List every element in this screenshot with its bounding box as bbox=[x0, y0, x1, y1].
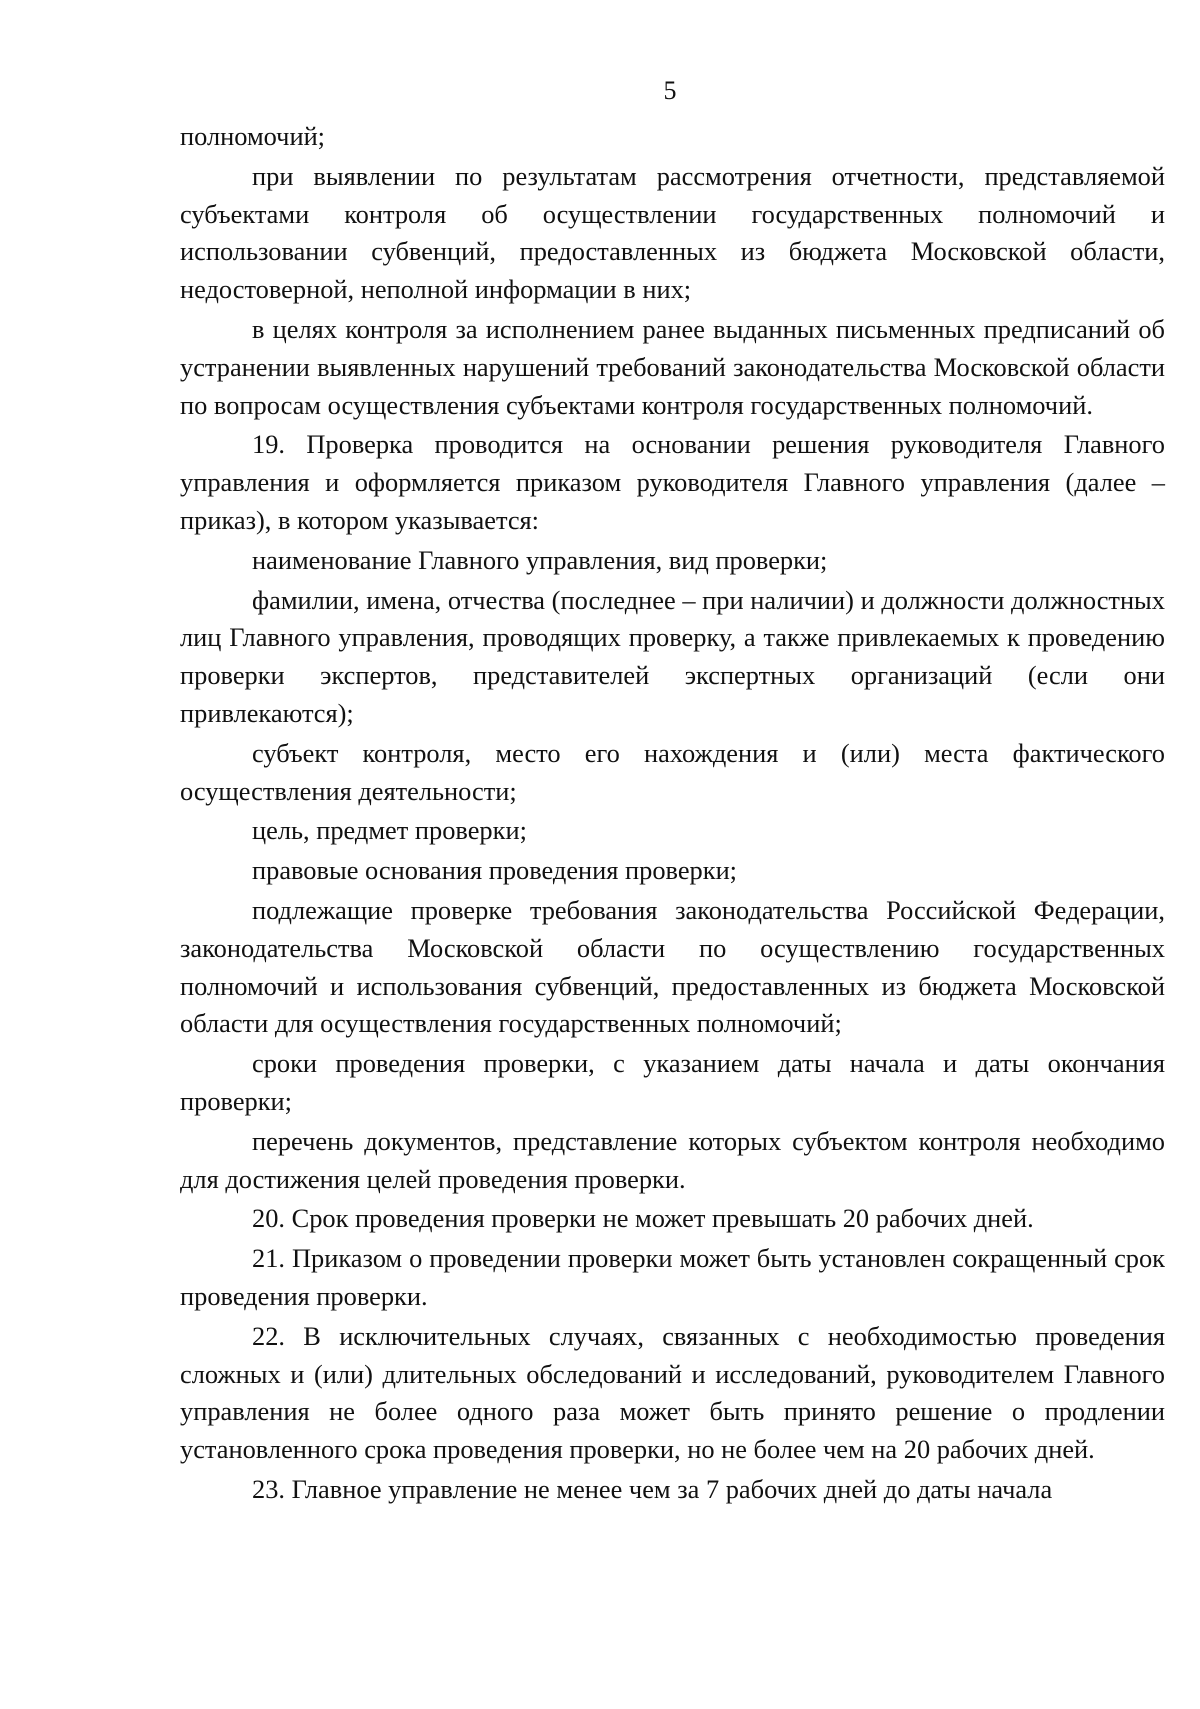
paragraph: при выявлении по результатам рассмотрения отчетности, представляемой субъектами контроля об осуществлении государственных полномочий и использовании субвенций, предоставленных из бюджета Московской области, недостоверной, неполной информации в них; bbox=[180, 160, 1165, 305]
page-number: 5 bbox=[663, 76, 677, 105]
paragraph: правовые основания проведения проверки; bbox=[252, 855, 738, 886]
paragraph: субъект контроля, место его нахождения и (или) места фактического осуществления деятельности; bbox=[180, 737, 1165, 806]
paragraph: наименование Главного управления, вид проверки; bbox=[252, 544, 828, 575]
paragraph: перечень документов, представление которых субъектом контроля необходимо для достижения целей проведения проверки. bbox=[180, 1125, 1165, 1194]
paragraph: 21. Приказом о проведении проверки может быть установлен сокращенный срок проведения проверки. bbox=[180, 1243, 1165, 1311]
paragraph: цель, предмет проверки; bbox=[252, 815, 527, 846]
paragraph: 23. Главное управление не менее чем за 7 рабочих дней до даты начала bbox=[252, 1473, 1053, 1504]
paragraph: фамилии, имена, отчества (последнее – при наличии) и должности должностных лиц Главного управления, проводящих проверку, а также привлекаемых к проведению проверки экспертов, представителей экспертных организаций (если они привлекаются); bbox=[180, 584, 1165, 728]
paragraph: полномочий; bbox=[180, 121, 326, 151]
paragraph: 19. Проверка проводится на основании решения руководителя Главного управления и оформляется приказом руководителя Главного управления (далее – приказ), в котором указывается: bbox=[180, 429, 1165, 535]
paragraph: сроки проведения проверки, с указанием даты начала и даты окончания проверки; bbox=[180, 1048, 1165, 1116]
paragraph: 22. В исключительных случаях, связанных с необходимостью проведения сложных и (или) длительных обследований и исследований, руководителем Главного управления не более одного раза может быть принято решение о продлении установленного срока проведения проверки, но не более чем на 20 рабочих дней. bbox=[180, 1320, 1165, 1465]
paragraph: 20. Срок проведения проверки не может превышать 20 рабочих дней. bbox=[252, 1203, 1034, 1234]
paragraph: в целях контроля за исполнением ранее выданных письменных предписаний об устранении выявленных нарушений требований законодательства Московской области по вопросам осуществления субъектами контроля государственных полномочий. bbox=[180, 313, 1165, 420]
paragraph: подлежащие проверке требования законодательства Российской Федерации, законодательства Московской области по осуществлению государственных полномочий и использования субвенций, предоставленных из бюджета Московской области для осуществления государственных полномочий; bbox=[180, 894, 1165, 1039]
document-body bbox=[180, 118, 1165, 1509]
